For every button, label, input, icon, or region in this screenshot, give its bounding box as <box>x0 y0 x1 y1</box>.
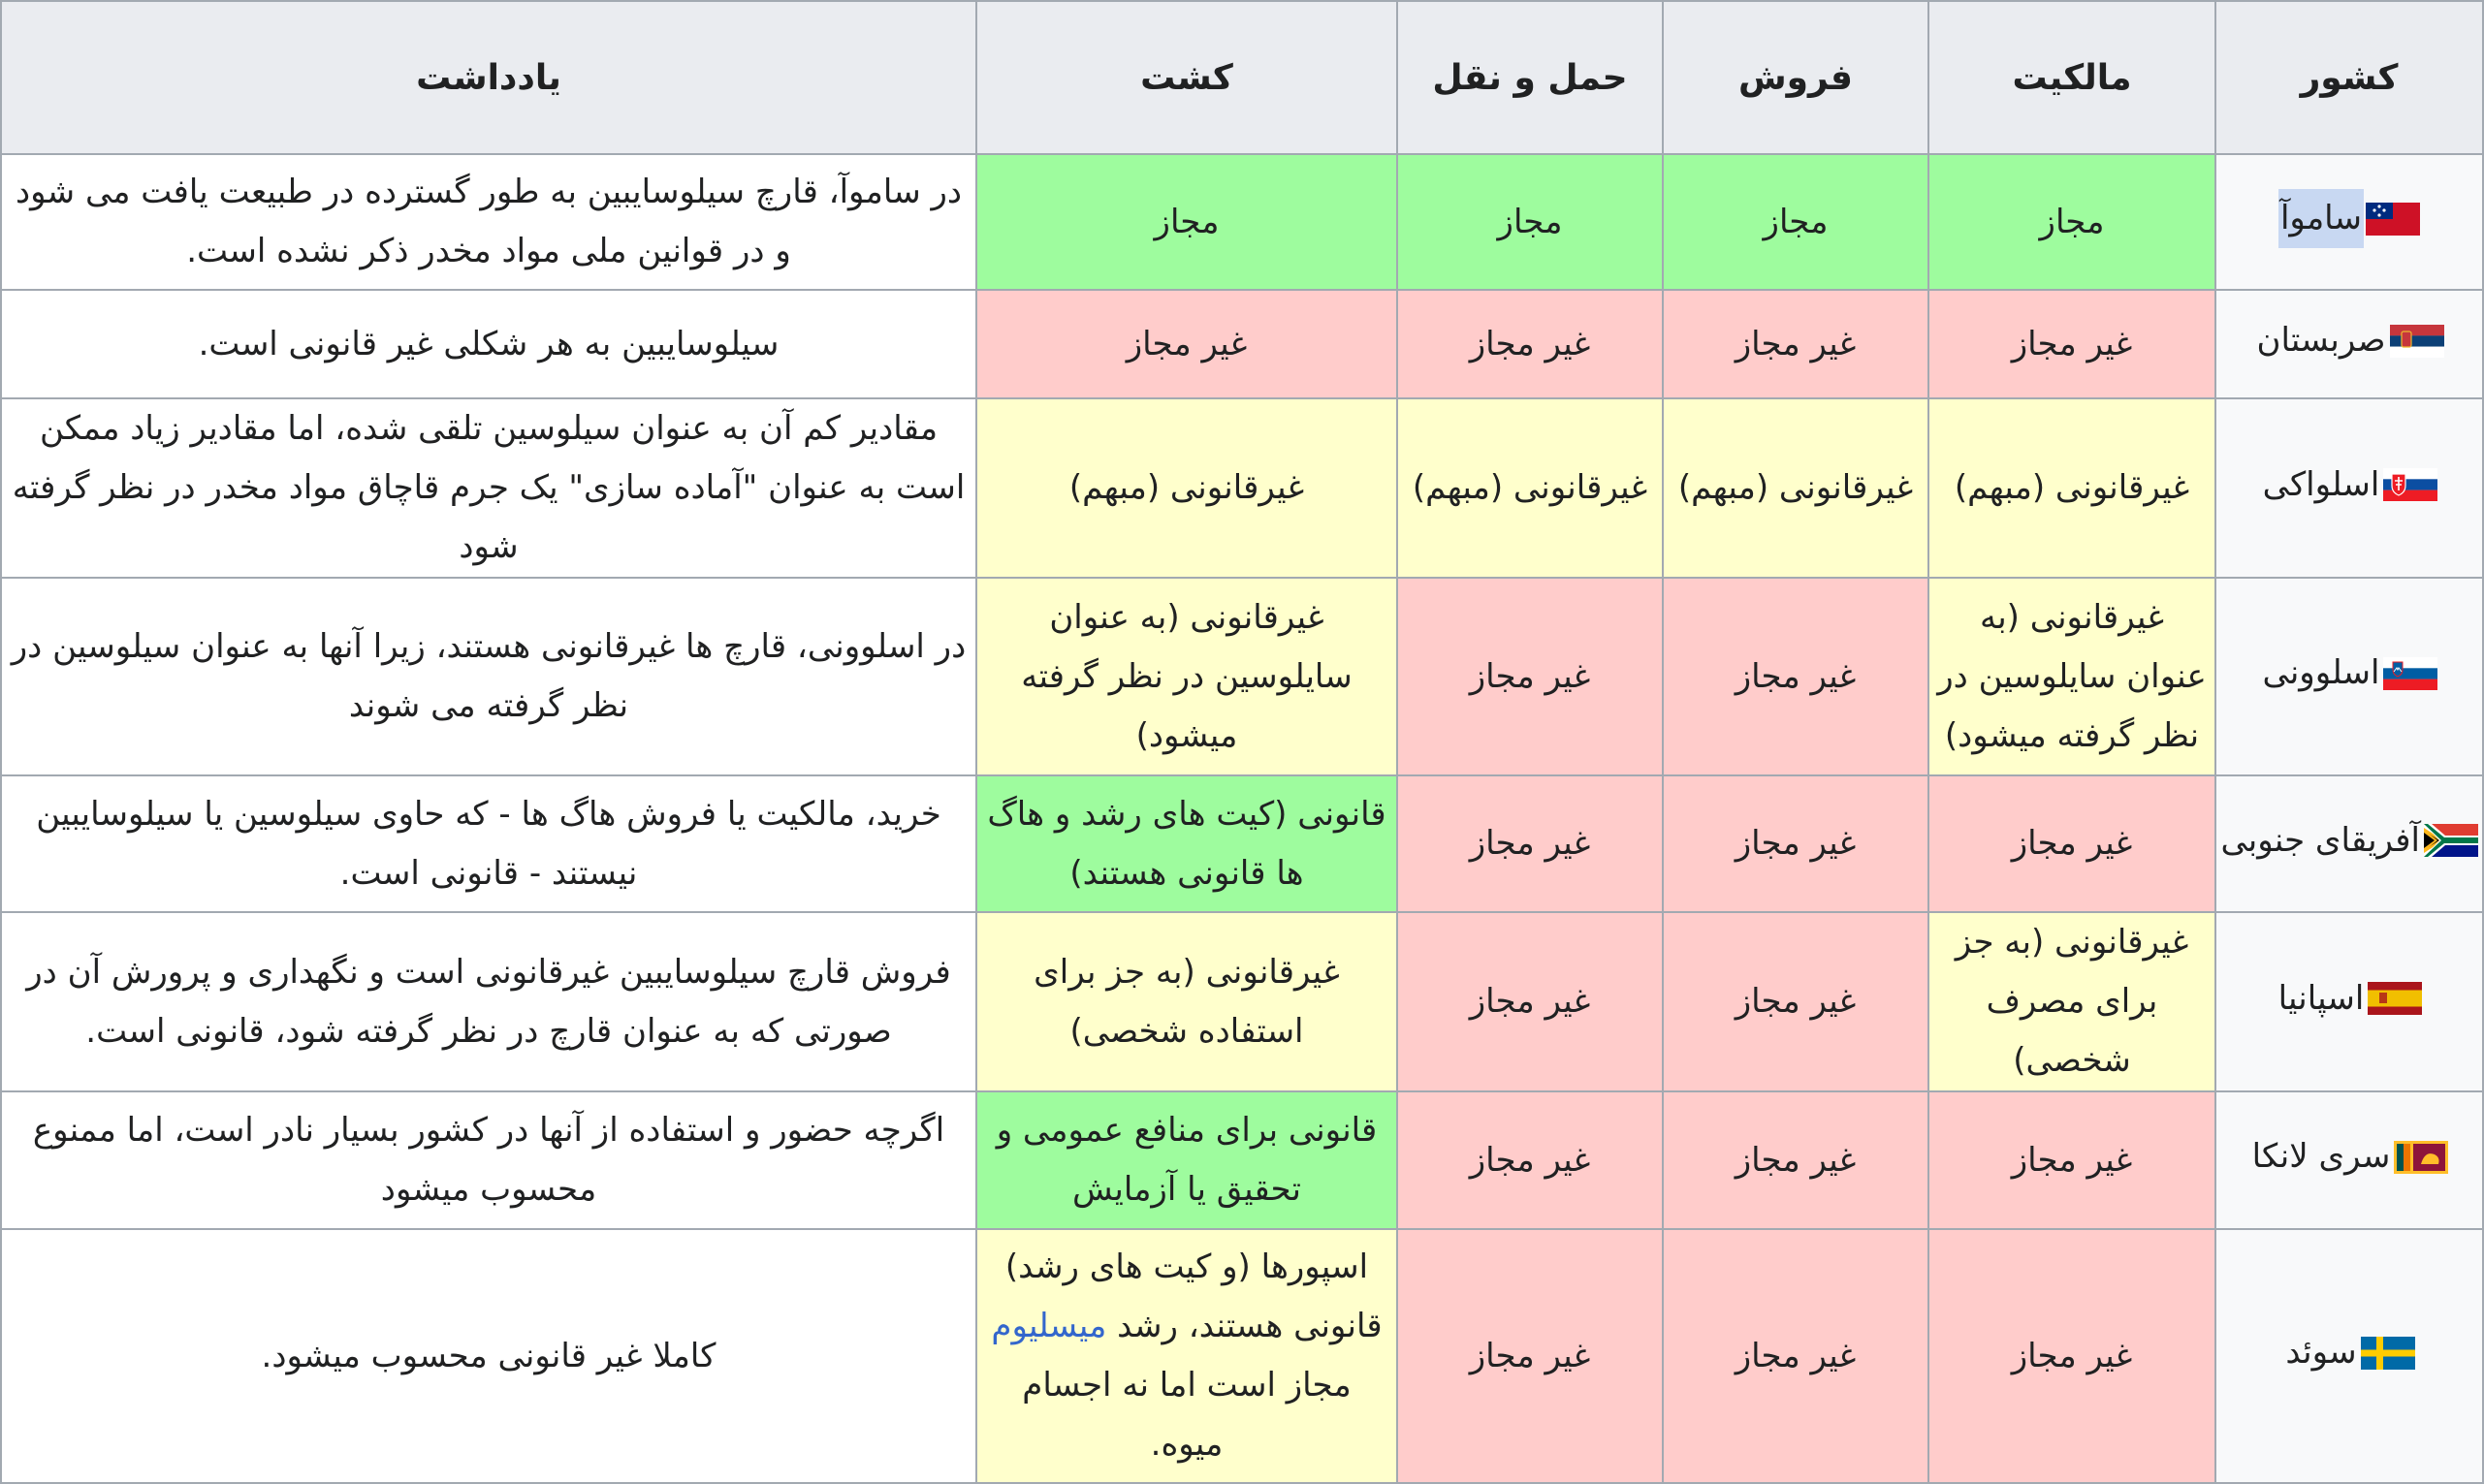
country-name-link[interactable]: اسلوونی <box>2262 653 2380 693</box>
sale-cell: مجاز <box>1663 154 1928 290</box>
cultivation-cell: قانونی (کیت های رشد و هاگ ها قانونی هستند) <box>976 775 1397 912</box>
slovenia-flag-icon <box>2383 657 2437 690</box>
transport-cell: مجاز <box>1397 154 1663 290</box>
cultivation-text-part2: مجاز است اما نه اجسام میوه. <box>1022 1366 1352 1464</box>
table-row <box>1 290 2483 398</box>
notes-cell: مقادیر کم آن به عنوان سیلوسین تلقی شده، اما مقادیر زیاد ممکن است به عنوان "آماده سازی" یک جرم قاچاق مواد مخدر در نظر گرفته شود <box>1 398 976 578</box>
possession-cell: غیر مجاز <box>1928 290 2215 398</box>
table-row <box>1 398 2483 578</box>
notes-cell: اگرچه حضور و استفاده از آنها در کشور بسیار نادر است، اما ممنوع محسوب میشود <box>1 1091 976 1229</box>
possession-cell: غیرقانونی (به عنوان سایلوسین در نظر گرفته میشود) <box>1928 578 2215 775</box>
country-name-link[interactable]: سری لانکا <box>2251 1137 2391 1177</box>
possession-cell: مجاز <box>1928 154 2215 290</box>
table-row <box>1 154 2483 290</box>
cultivation-cell: قانونی برای منافع عمومی و تحقیق یا آزمایش <box>976 1091 1397 1229</box>
sale-cell: غیر مجاز <box>1663 775 1928 912</box>
table-row <box>1 578 2483 775</box>
sale-cell: غیر مجاز <box>1663 912 1928 1091</box>
country-cell <box>2215 578 2483 775</box>
country-cell <box>2215 1229 2483 1483</box>
transport-cell: غیر مجاز <box>1397 1091 1663 1229</box>
notes-cell: در ساموآ، قارچ سیلوسایبین به طور گسترده در طبیعت یافت می شود و در قوانین ملی مواد مخدر ذکر نشده است. <box>1 154 976 290</box>
sale-cell: غیر مجاز <box>1663 578 1928 775</box>
header-sale[interactable]: فروش <box>1663 1 1928 154</box>
sweden-flag-icon <box>2361 1337 2415 1370</box>
notes-cell: در اسلوونی، قارچ ها غیرقانونی هستند، زیرا آنها به عنوان سیلوسین در نظر گرفته می شوند <box>1 578 976 775</box>
notes-cell: خرید، مالکیت یا فروش هاگ ها - که حاوی سیلوسین یا سیلوسایبین نیستند - قانونی است. <box>1 775 976 912</box>
table-header-row <box>1 1 2483 154</box>
header-country[interactable]: کشور <box>2215 1 2483 154</box>
transport-cell: غیر مجاز <box>1397 578 1663 775</box>
slovakia-flag-icon <box>2383 468 2437 501</box>
country-name-link[interactable]: ساموآ <box>2278 189 2364 248</box>
country-cell <box>2215 775 2483 912</box>
cultivation-cell: غیرقانونی (به جز برای استفاده شخصی) <box>976 912 1397 1091</box>
possession-cell: غیر مجاز <box>1928 1091 2215 1229</box>
country-name-link[interactable]: اسپانیا <box>2277 978 2365 1018</box>
table-row <box>1 1091 2483 1229</box>
cultivation-cell <box>976 1229 1397 1483</box>
possession-cell: غیرقانونی (مبهم) <box>1928 398 2215 578</box>
mycelium-link[interactable]: میسلیوم <box>991 1307 1107 1345</box>
header-cultivation[interactable]: کشت <box>976 1 1397 154</box>
country-cell <box>2215 154 2483 290</box>
possession-cell: غیر مجاز <box>1928 1229 2215 1483</box>
country-name-link[interactable]: اسلواکی <box>2262 464 2380 504</box>
notes-cell: کاملا غیر قانونی محسوب میشود. <box>1 1229 976 1483</box>
sale-cell: غیر مجاز <box>1663 290 1928 398</box>
country-cell <box>2215 912 2483 1091</box>
cultivation-cell: مجاز <box>976 154 1397 290</box>
table-row <box>1 775 2483 912</box>
header-possession[interactable]: مالکیت <box>1928 1 2215 154</box>
notes-cell: فروش قارچ سیلوسایبین غیرقانونی است و نگهداری و پرورش آن در صورتی که به عنوان قارچ در نظر گرفته شود، قانونی است. <box>1 912 976 1091</box>
cultivation-text-part1: اسپورها (و کیت های رشد) قانونی هستند، رشد <box>1004 1247 1383 1345</box>
sri-lanka-flag-icon <box>2394 1141 2448 1174</box>
header-transport[interactable]: حمل و نقل <box>1397 1 1663 154</box>
country-name-link[interactable]: صربستان <box>2256 321 2386 361</box>
serbia-flag-icon <box>2390 325 2444 358</box>
samoa-flag-icon <box>2366 203 2420 236</box>
transport-cell: غیر مجاز <box>1397 912 1663 1091</box>
sale-cell: غیر مجاز <box>1663 1091 1928 1229</box>
table-row <box>1 1229 2483 1483</box>
header-notes[interactable]: یادداشت <box>1 1 976 154</box>
transport-cell: غیر مجاز <box>1397 1229 1663 1483</box>
country-cell <box>2215 290 2483 398</box>
possession-cell: غیرقانونی (به جز برای مصرف شخصی) <box>1928 912 2215 1091</box>
transport-cell: غیرقانونی (مبهم) <box>1397 398 1663 578</box>
transport-cell: غیر مجاز <box>1397 775 1663 912</box>
possession-cell: غیر مجاز <box>1928 775 2215 912</box>
country-cell <box>2215 1091 2483 1229</box>
table-row <box>1 912 2483 1091</box>
cultivation-cell: غیرقانونی (مبهم) <box>976 398 1397 578</box>
transport-cell: غیر مجاز <box>1397 290 1663 398</box>
spain-flag-icon <box>2368 982 2422 1015</box>
notes-cell: سیلوسایبین به هر شکلی غیر قانونی است. <box>1 290 976 398</box>
sale-cell: غیرقانونی (مبهم) <box>1663 398 1928 578</box>
cultivation-cell: غیرقانونی (به عنوان سایلوسین در نظر گرفته میشود) <box>976 578 1397 775</box>
country-name-link[interactable]: آفریقای جنوبی <box>2220 820 2420 860</box>
south-africa-flag-icon <box>2424 824 2478 857</box>
cultivation-cell: غیر مجاز <box>976 290 1397 398</box>
sale-cell: غیر مجاز <box>1663 1229 1928 1483</box>
country-cell <box>2215 398 2483 578</box>
country-name-link[interactable]: سوئد <box>2285 1333 2357 1373</box>
